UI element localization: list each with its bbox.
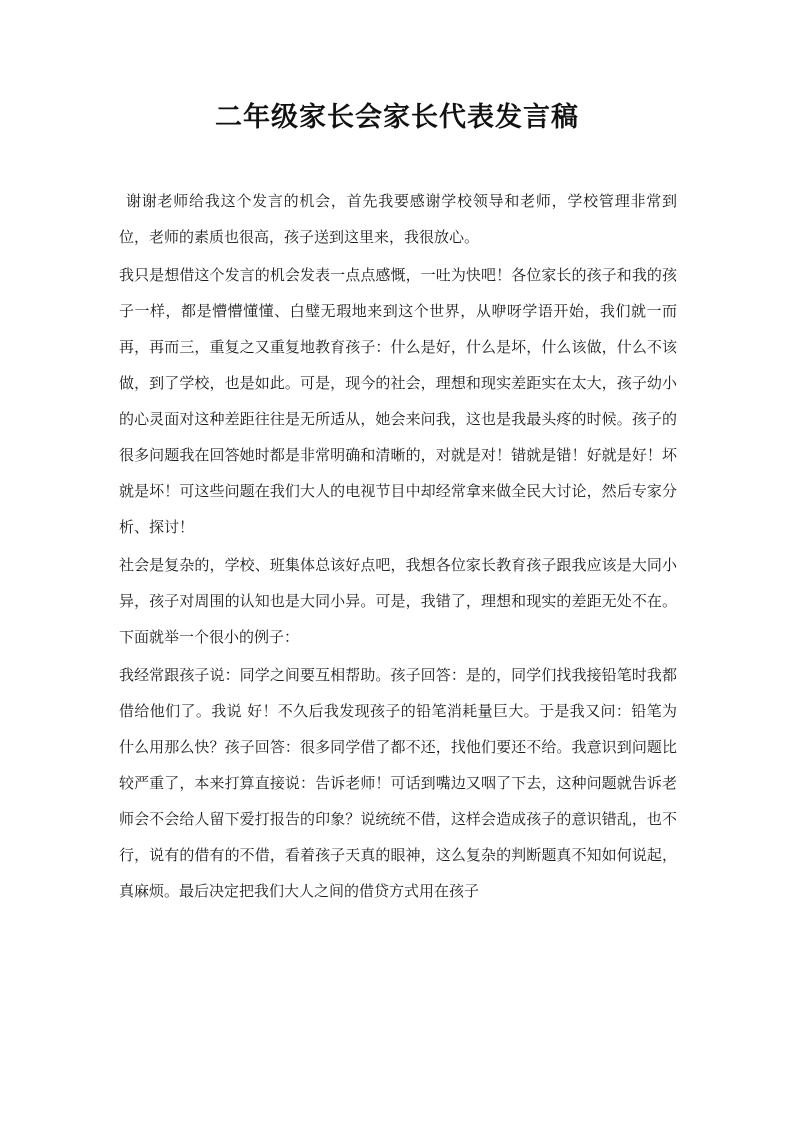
document-title: 二年级家长会家长代表发言稿 bbox=[215, 102, 579, 133]
paragraph-reflection: 我只是想借这个发言的机会发表一点点感慨，一吐为快吧！各位家长的孩子和我的孩子一样，都是懵懵懂懂、白璧无瑕地来到这个世界，从咿呀学语开始，我们就一而再，再而三，重复之又重复地教育孩子：什么是好，什么是坏，什么该做，什么不该做，到了学校，也是如此。可是，现今的社会，理想和现实差距实在太大，孩子幼小的心灵面对这种差距往往是无所适从，她会来问我，这也是我最头疼的时候。孩子的很多问题我在回答她时都是非常明确和清晰的，对就是对！错就是错！好就是好！坏就是坏！可这些问题在我们大人的电视节目中却经常拿来做全民大讨论，然后专家分析、探讨！ bbox=[119, 266, 677, 536]
paragraph-society: 社会是复杂的，学校、班集体总该好点吧，我想各位家长教育孩子跟我应该是大同小异，孩子对周围的认知也是大同小异。可是，我错了，理想和现实的差距无处不在。 下面就举一个很小的例子： bbox=[119, 556, 677, 646]
paragraph-opening-thanks: 谢谢老师给我这个发言的机会，首先我要感谢学校领导和老师，学校管理非常到位，老师的素质也很高，孩子送到这里来，我很放心。 bbox=[119, 192, 677, 246]
paragraph-pencil-example: 我经常跟孩子说：同学之间要互相帮助。孩子回答：是的，同学们找我接铅笔时我都借给他们了。我说 好！不久后我发现孩子的铅笔消耗量巨大。于是我又问：铅笔为什么用那么快？孩子回答：很多同学借了都不还，找他们要还不给。我意识到问题比较严重了，本来打算直接说：告诉老师！可话到嘴边又咽了下去，这种问题就告诉老师会不会给人留下爱打报告的印象？说统统不借，这样会造成孩子的意识错乱，也不行，说有的借有的不借，看着孩子天真的眼神，这么复杂的判断题真不知如何说起，真麻烦。最后决定把我们大人之间的借贷方式用在孩子 bbox=[119, 666, 677, 900]
document-body bbox=[119, 183, 677, 911]
